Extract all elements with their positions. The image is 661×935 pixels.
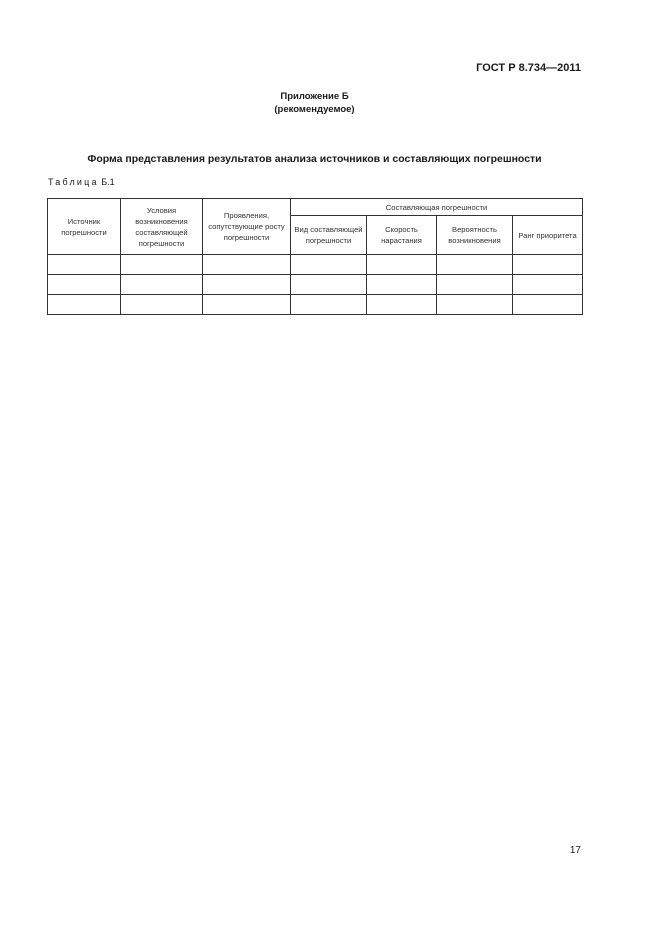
table-label-number: Б.1 <box>101 177 115 187</box>
header-manifestations: Проявления, сопутствующие росту погрешности <box>203 199 291 255</box>
table-cell <box>203 255 291 275</box>
table-cell <box>121 295 203 315</box>
table-cell <box>121 275 203 295</box>
table-label <box>48 177 115 187</box>
table-cell <box>121 255 203 275</box>
table-header-row <box>48 199 583 216</box>
table-cell <box>437 255 513 275</box>
table-cell <box>513 255 583 275</box>
table-cell <box>203 295 291 315</box>
table-cell <box>437 295 513 315</box>
header-priority-rank: Ранг приоритета <box>513 216 583 255</box>
page-number: 17 <box>569 845 581 856</box>
table-cell <box>437 275 513 295</box>
appendix-heading <box>0 90 629 116</box>
table-row <box>48 255 583 275</box>
table-row <box>48 275 583 295</box>
table-cell <box>367 275 437 295</box>
header-conditions: Условия возникновения составляющей погрешности <box>121 199 203 255</box>
table-row <box>48 295 583 315</box>
table-cell <box>48 275 121 295</box>
table-cell <box>513 295 583 315</box>
table-cell <box>291 275 367 295</box>
table-cell <box>367 295 437 315</box>
table-cell <box>48 295 121 315</box>
table-cell <box>513 275 583 295</box>
table-cell <box>291 295 367 315</box>
header-growth-speed: Скорость нарастания <box>367 216 437 255</box>
header-source: Источник погрешности <box>48 199 121 255</box>
table-cell <box>291 255 367 275</box>
table-cell <box>203 275 291 295</box>
document-code: ГОСТ Р 8.734—2011 <box>476 62 581 74</box>
table-cell <box>367 255 437 275</box>
form-title: Форма представления результатов анализа источников и составляющих погрешности <box>87 153 542 165</box>
header-error-component-group: Составляющая погрешности <box>291 199 583 216</box>
table-label-word: Таблица <box>48 177 99 187</box>
error-sources-table <box>47 198 583 315</box>
header-component-type: Вид составляющей погрешности <box>291 216 367 255</box>
header-occurrence-probability: Вероятность возникновения <box>437 216 513 255</box>
appendix-title: Приложение Б <box>280 91 349 102</box>
table-cell <box>48 255 121 275</box>
appendix-status: (рекомендуемое) <box>274 104 355 115</box>
